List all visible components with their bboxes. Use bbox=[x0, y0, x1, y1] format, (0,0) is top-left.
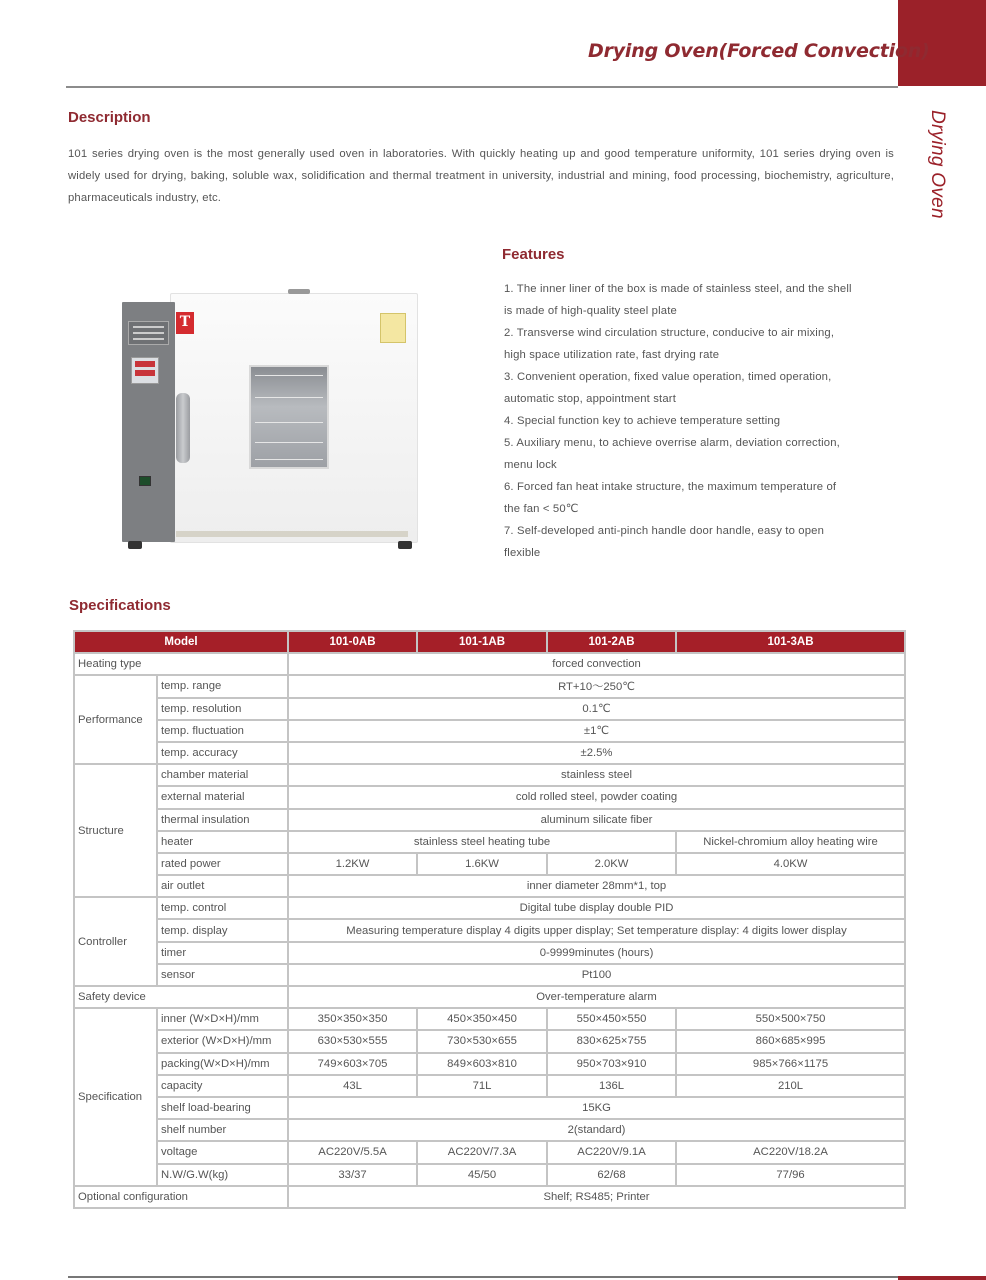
footer-accent-block bbox=[898, 1276, 986, 1280]
feature-item: 4. Special function key to achieve temperature setting bbox=[504, 415, 781, 427]
page-title: Drying Oven(Forced Convection) bbox=[588, 40, 930, 62]
header-divider bbox=[66, 86, 898, 88]
cell-value: 749×603×705 bbox=[288, 1053, 417, 1075]
row-value: 0.1℃ bbox=[288, 698, 905, 720]
cell-value: 550×450×550 bbox=[547, 1008, 676, 1030]
table-row bbox=[74, 1119, 905, 1141]
cell-value: 33/37 bbox=[288, 1164, 417, 1186]
row-label: N.W/G.W(kg) bbox=[157, 1164, 288, 1186]
cell-value: 136L bbox=[547, 1075, 676, 1097]
row-value: 0-9999minutes (hours) bbox=[288, 942, 905, 964]
row-value: stainless steel heating tube bbox=[288, 831, 676, 853]
table-row bbox=[74, 964, 905, 986]
cell-value: 730×530×655 bbox=[417, 1030, 547, 1052]
row-value: 2(standard) bbox=[288, 1119, 905, 1141]
table-row bbox=[74, 1164, 905, 1186]
header-model-101-2ab: 101-2AB bbox=[547, 631, 676, 653]
oven-foot bbox=[398, 541, 412, 549]
oven-power-switch bbox=[139, 476, 151, 486]
oven-temperature-controller bbox=[131, 357, 159, 384]
table-row bbox=[74, 1186, 905, 1208]
oven-door-seal-strip bbox=[176, 531, 408, 537]
feature-item: 6. Forced fan heat intake structure, the maximum temperature of the fan < 50℃ bbox=[504, 481, 837, 515]
table-row bbox=[74, 809, 905, 831]
row-value: RT+10～250℃ bbox=[288, 675, 905, 697]
table-row bbox=[74, 764, 905, 786]
cell-value: AC220V/7.3A bbox=[417, 1141, 547, 1163]
row-label: heater bbox=[157, 831, 288, 853]
cell-value: 985×766×1175 bbox=[676, 1053, 905, 1075]
table-row bbox=[74, 1030, 905, 1052]
row-value: stainless steel bbox=[288, 764, 905, 786]
feature-item: 7. Self-developed anti-pinch handle door handle, easy to open flexible bbox=[504, 525, 825, 559]
oven-nameplate bbox=[128, 321, 169, 345]
table-row bbox=[74, 675, 905, 697]
table-row bbox=[74, 698, 905, 720]
row-label: sensor bbox=[157, 964, 288, 986]
warning-labels-icon bbox=[380, 313, 406, 343]
row-value: Over-temperature alarm bbox=[288, 986, 905, 1008]
row-label: timer bbox=[157, 942, 288, 964]
cell-value: AC220V/18.2A bbox=[676, 1141, 905, 1163]
row-label: temp. fluctuation bbox=[157, 720, 288, 742]
cell-value: 1.2KW bbox=[288, 853, 417, 875]
description-heading: Description bbox=[68, 109, 151, 126]
cell-value: 550×500×750 bbox=[676, 1008, 905, 1030]
table-row bbox=[74, 1053, 905, 1075]
specifications-heading: Specifications bbox=[69, 597, 171, 614]
features-heading: Features bbox=[502, 246, 565, 263]
row-label: temp. accuracy bbox=[157, 742, 288, 764]
row-value: cold rolled steel, powder coating bbox=[288, 786, 905, 808]
table-row bbox=[74, 853, 905, 875]
row-value: ±1℃ bbox=[288, 720, 905, 742]
row-label: shelf load-bearing bbox=[157, 1097, 288, 1119]
cell-value: 2.0KW bbox=[547, 853, 676, 875]
header-model-101-1ab: 101-1AB bbox=[417, 631, 547, 653]
row-value: Nickel-chromium alloy heating wire bbox=[676, 831, 905, 853]
feature-item: 2. Transverse wind circulation structure, conducive to air mixing, high space utilization rate, fast drying rate bbox=[504, 327, 835, 361]
cell-value: 1.6KW bbox=[417, 853, 547, 875]
cell-value: 630×530×555 bbox=[288, 1030, 417, 1052]
table-row bbox=[74, 831, 905, 853]
row-label: exterior (W×D×H)/mm bbox=[157, 1030, 288, 1052]
group-label: Structure bbox=[74, 764, 157, 897]
group-label: Performance bbox=[74, 675, 157, 764]
row-label: packing(W×D×H)/mm bbox=[157, 1053, 288, 1075]
row-label: shelf number bbox=[157, 1119, 288, 1141]
brand-logo-icon: T bbox=[176, 312, 194, 334]
table-row bbox=[74, 875, 905, 897]
header-model-101-0ab: 101-0AB bbox=[288, 631, 417, 653]
side-tab-label: Drying Oven bbox=[927, 110, 948, 219]
row-value: Digital tube display double PID bbox=[288, 897, 905, 919]
row-label: temp. control bbox=[157, 897, 288, 919]
row-value: 15KG bbox=[288, 1097, 905, 1119]
row-label: external material bbox=[157, 786, 288, 808]
feature-item: 3. Convenient operation, fixed value operation, timed operation, automatic stop, appointment start bbox=[504, 371, 832, 405]
cell-value: 849×603×810 bbox=[417, 1053, 547, 1075]
row-label: rated power bbox=[157, 853, 288, 875]
table-row bbox=[74, 653, 905, 675]
header-model-101-3ab: 101-3AB bbox=[676, 631, 905, 653]
specifications-table bbox=[73, 630, 906, 1209]
cell-value: AC220V/9.1A bbox=[547, 1141, 676, 1163]
group-label: Specification bbox=[74, 1008, 157, 1186]
row-value: forced convection bbox=[288, 653, 905, 675]
cell-value: 45/50 bbox=[417, 1164, 547, 1186]
header-model: Model bbox=[74, 631, 288, 653]
table-row bbox=[74, 897, 905, 919]
cell-value: 860×685×995 bbox=[676, 1030, 905, 1052]
cell-value: 43L bbox=[288, 1075, 417, 1097]
table-row bbox=[74, 1141, 905, 1163]
table-row bbox=[74, 1008, 905, 1030]
table-row bbox=[74, 1097, 905, 1119]
row-value: ±2.5% bbox=[288, 742, 905, 764]
row-label: Optional configuration bbox=[74, 1186, 288, 1208]
features-list bbox=[504, 278, 854, 564]
row-label: voltage bbox=[157, 1141, 288, 1163]
row-value: Shelf; RS485; Printer bbox=[288, 1186, 905, 1208]
row-label: chamber material bbox=[157, 764, 288, 786]
cell-value: 77/96 bbox=[676, 1164, 905, 1186]
cell-value: 830×625×755 bbox=[547, 1030, 676, 1052]
oven-control-panel bbox=[122, 302, 175, 542]
row-value: Pt100 bbox=[288, 964, 905, 986]
cell-value: 4.0KW bbox=[676, 853, 905, 875]
description-text: 101 series drying oven is the most generally used oven in laboratories. With quickly heating up and good temperature uniformity, 101 series drying oven is widely used for drying, baking, soluble wax, solidification and thermal treatment in university, industrial and mining, food processing, biochemistry, agriculture, pharmaceuticals industry, etc. bbox=[68, 148, 894, 204]
cell-value: 62/68 bbox=[547, 1164, 676, 1186]
table-row bbox=[74, 742, 905, 764]
table-row bbox=[74, 720, 905, 742]
row-label: Heating type bbox=[74, 653, 288, 675]
row-value: Measuring temperature display 4 digits upper display; Set temperature display: 4 digits lower display bbox=[288, 919, 905, 941]
cell-value: 350×350×350 bbox=[288, 1008, 417, 1030]
table-header-row bbox=[74, 631, 905, 653]
cell-value: AC220V/5.5A bbox=[288, 1141, 417, 1163]
cell-value: 210L bbox=[676, 1075, 905, 1097]
row-label: inner (W×D×H)/mm bbox=[157, 1008, 288, 1030]
oven-foot bbox=[128, 541, 142, 549]
oven-top-latch bbox=[288, 289, 310, 294]
row-value: inner diameter 28mm*1, top bbox=[288, 875, 905, 897]
oven-door-handle bbox=[176, 393, 190, 463]
table-row bbox=[74, 942, 905, 964]
cell-value: 71L bbox=[417, 1075, 547, 1097]
oven-viewing-window bbox=[249, 365, 329, 469]
table-row bbox=[74, 1075, 905, 1097]
cell-value: 450×350×450 bbox=[417, 1008, 547, 1030]
row-value: aluminum silicate fiber bbox=[288, 809, 905, 831]
row-label: air outlet bbox=[157, 875, 288, 897]
group-label: Controller bbox=[74, 897, 157, 986]
table-row bbox=[74, 786, 905, 808]
row-label: thermal insulation bbox=[157, 809, 288, 831]
row-label: capacity bbox=[157, 1075, 288, 1097]
footer-divider bbox=[68, 1276, 898, 1278]
feature-item: 1. The inner liner of the box is made of stainless steel, and the shell is made of high-quality steel plate bbox=[504, 283, 852, 317]
drying-oven-photo bbox=[118, 285, 418, 550]
row-label: Safety device bbox=[74, 986, 288, 1008]
table-row bbox=[74, 919, 905, 941]
table-row bbox=[74, 986, 905, 1008]
feature-item: 5. Auxiliary menu, to achieve overrise alarm, deviation correction, menu lock bbox=[504, 437, 840, 471]
row-label: temp. display bbox=[157, 919, 288, 941]
row-label: temp. range bbox=[157, 675, 288, 697]
row-label: temp. resolution bbox=[157, 698, 288, 720]
cell-value: 950×703×910 bbox=[547, 1053, 676, 1075]
